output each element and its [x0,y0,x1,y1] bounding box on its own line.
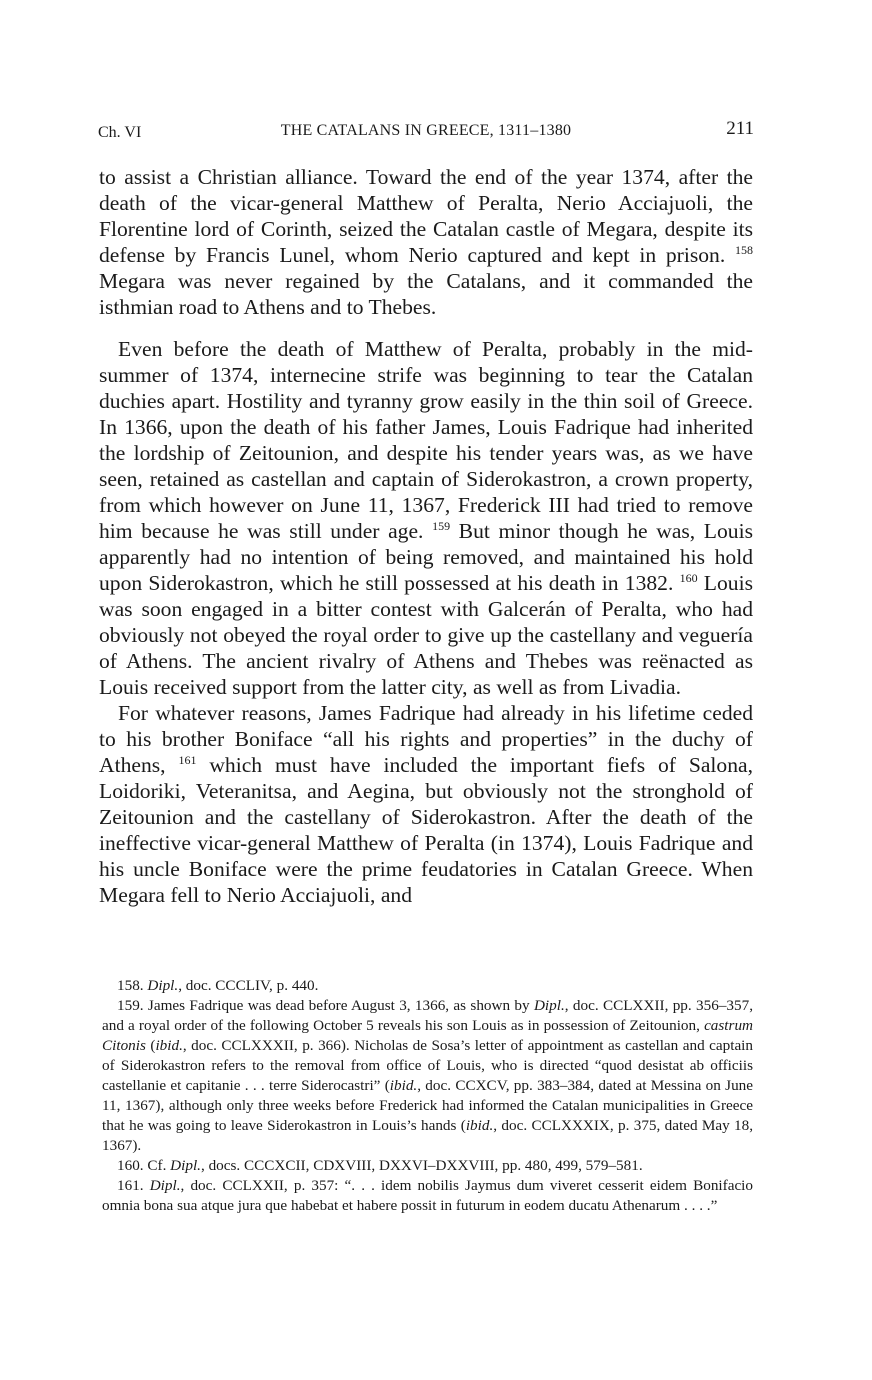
footnote-159: 159. James Fadrique was dead before August 3, 1366, as shown by Dipl., doc. CCLXXII, pp. 356–357, and a royal order of the following October 5 reveals his son Louis as in possession of Zeitounion, castrum Citonis (ibid., doc. CCLXXXII, p. 366). Nicholas de Sosa’s letter of appointment as castellan and captain of Siderokastron refers to the removal from office of Louis, who is directed “quod desistat ab officiis castellanie et capitanie . . . terre Siderocastri” (ibid., doc. CCXCV, pp. 383–384, dated at Messina on June 11, 1367), although only three weeks before Frederick had informed the Catalan municipalities in Greece that he was going to leave Siderokastron in Louis’s hands (ibid., doc. CCLXXXIX, p. 375, dated May 18, 1367). [102,997,754,1154]
footnote-161: 161. Dipl., doc. CCLXXII, p. 357: “. . . idem nobilis Jaymus dum viveret cesserit eidem Bonifacio omnia bona sua atque jura que habebat et habere possit in futurum in eodem ducatu Athenarum . . . .” [102,1177,753,1214]
page-number: 211 [726,118,754,139]
paragraph-1: to assist a Christian alliance. Toward the end of the year 1374, after the death of the vicar-general Matthew of Peralta, Nerio Acciajuoli, the Florentine lord of Corinth, seized the Catalan castle of Megara, despite its defense by Francis Lunel, whom Nerio captured and kept in prison. $^{158}$ Megara was never regained by the Catalans, and it commanded the isthmian road to Athens and to Thebes. [99,165,754,319]
footnote-158: 158. Dipl., doc. CCCLIV, p. 440. [117,977,319,994]
footnote-ref-158[interactable]: 158 [735,242,754,257]
paragraph-2: Even before the death of Matthew of Peralta, probably in the mid-summer of 1374, internecine strife was beginning to tear the Catalan duchies apart. Hostility and tyranny grow easily in the thin soil of Greece. In 1366, upon the death of his father James, Louis Fadrique had inherited the lordship of Zeitounion, and despite his tender years was, as we have seen, retained as castellan and captain of Siderokastron, a crown property, from which however on June 11, 1367, Frederick III had tried to remove him because he was still under age. $^{159}$ But minor though he was, Louis apparently had no intention of being removed, and maintained his hold upon Siderokastron, which he still possessed at his death in 1382. $^{160}$ Louis was soon engaged in a bitter contest with Galcerán of Peralta, who had obviously not obeyed the royal order to give up the castellany and veguería of Athens. The ancient rivalry of Athens and Thebes was reënacted as Louis received support from the latter city, as well as from Livadia. [99,337,753,699]
paragraph-3: For whatever reasons, James Fadrique had already in his lifetime ceded to his brother Boniface “all his rights and properties” in the duchy of Athens, $^{161}$ which must have included the important fiefs of Salona, Loidoriki, Veteranitsa, and Aegina, but obviously not the stronghold of Zeitounion and the castellany of Siderokastron. After the death of the ineffective vicar-general Matthew of Peralta (in 1374), Louis Fadrique and his uncle Boniface were the prime feudatories in Catalan Greece. When Megara fell to Nerio Acciajuoli, and [99,701,753,907]
chapter-label: Ch. VI [98,124,142,141]
footnote-ref-159[interactable]: 159 [432,518,451,533]
footnote-ref-161[interactable]: 161 [178,752,197,767]
footnote-ref-160[interactable]: 160 [679,570,698,585]
footnote-160: 160. Cf. Dipl., docs. CCCXCII, CDXVIII, DXXVI–DXXVIII, pp. 480, 499, 579–581. [117,1157,643,1174]
running-header [98,118,754,146]
footnotes [102,976,753,1216]
running-title: THE CATALANS IN GREECE, 1311–1380 [280,122,572,139]
main-text [99,164,753,908]
